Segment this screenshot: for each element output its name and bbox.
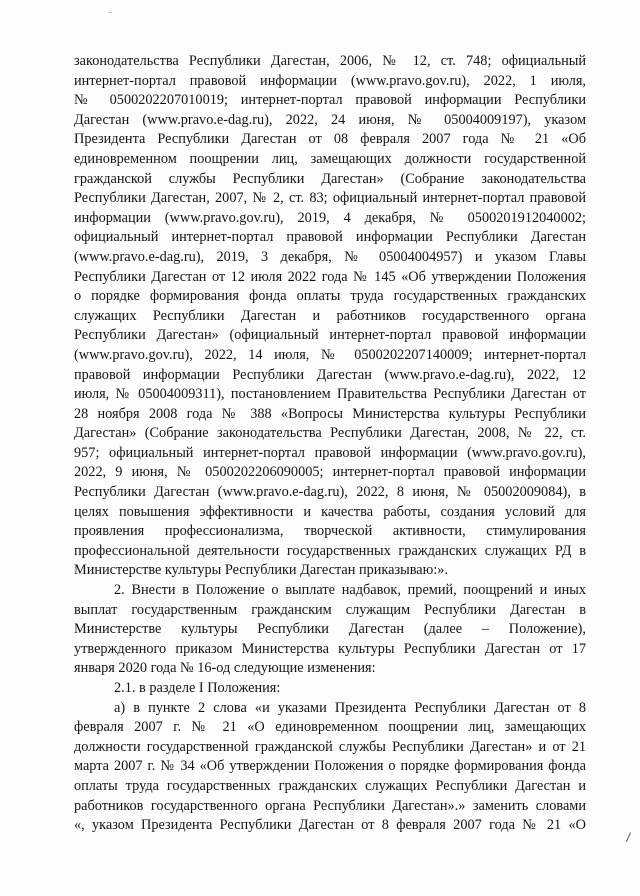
text-line: Республики Дагестан от 12 июля 2022 года № 145 «Об утверждении Положения [74, 268, 586, 285]
text-line: 2.1. в разделе I Положения: [114, 680, 281, 696]
text-line: официальный интернет-портал правовой информации Республики Дагестан [74, 229, 586, 246]
paragraph-legal-basis [74, 52, 586, 581]
text-line: Министерстве культуры Республики Дагестан приказываю:». [74, 562, 449, 579]
text-line: «, указом Президента Республики Дагестан от 8 февраля 2007 года № 21 «О [74, 817, 586, 834]
text-line: а) в пункте 2 слова «и указами Президента Республики Дагестан от 8 [114, 699, 586, 716]
text-line: Республики Дагестан» (официальный интернет-портал правовой информации [74, 327, 586, 344]
document-body [74, 52, 586, 836]
text-line: утвержденного приказом Министерства культуры Республики Дагестан от 17 [74, 640, 586, 657]
text-line: Президента Республики Дагестан от 08 февраля 2007 года № 21 «Об [74, 131, 586, 148]
text-line: проявления профессионализма, творческой активности, стимулирования [74, 523, 586, 540]
text-line: профессиональной деятельности государственных гражданских служащих РД в [74, 542, 586, 559]
text-line: работников государственного органа Республики Дагестан».» заменить словами [74, 797, 586, 814]
text-line: оплаты труда государственных гражданских служащих Республики Дагестан и [74, 777, 586, 794]
text-line: должности государственной гражданской службы Республики Дагестан» и от 21 [74, 738, 586, 755]
paragraph-subitem-a [74, 699, 586, 836]
text-line: законодательства Республики Дагестан, 2006, № 12, ст. 748; официальный [74, 53, 586, 69]
text-line: служащих Республики Дагестан и работников государственного органа [74, 307, 586, 324]
text-line: интернет-портал правовой информации (www.pravo.gov.ru), 2022, 1 июля, [74, 72, 586, 89]
text-line: единовременном поощрении лиц, замещающих должности государственной [74, 150, 586, 167]
text-line: Республики Дагестан, 2007, № 2, ст. 83; официальный интернет-портал правовой [74, 190, 586, 207]
text-line: Министерстве культуры Республики Дагестан (далее – Положение), [74, 621, 586, 638]
paragraph-item-2 [74, 581, 586, 679]
text-line: выплат государственным гражданским служащим Республики Дагестан в [74, 601, 586, 618]
paragraph-item-2-1 [74, 679, 586, 699]
text-line: Дагестан (www.pravo.e-dag.ru), 2022, 24 июня, № 05004009197), указом [74, 111, 586, 128]
scan-artifact-edge [626, 832, 631, 841]
text-line: информации (www.pravo.gov.ru), 2019, 4 декабря, № 0500201912040002; [74, 209, 586, 226]
text-line: 957; официальный интернет-портал правовой информации (www.pravo.gov.ru), [74, 444, 586, 461]
text-line: марта 2007 г. № 34 «Об утверждении Положения о порядке формирования фонда [74, 758, 586, 775]
text-line: гражданской службы Республики Дагестан» (Собрание законодательства [74, 170, 586, 187]
text-line: июля, № 05004009311), постановлением Правительства Республики Дагестан от [74, 386, 586, 403]
text-line: № 0500202207010019; интернет-портал правовой информации Республики [74, 92, 586, 109]
text-line: 2022, 9 июня, № 0500202206090005; интернет-портал правовой информации [74, 464, 586, 481]
text-line: о порядке формирования фонда оплаты труда государственных гражданских [74, 288, 586, 305]
text-line: правовой информации Республики Дагестан (www.pravo.e-dag.ru), 2022, 12 [74, 366, 586, 383]
text-line: Дагестан» (Собрание законодательства Республики Дагестан, 2008, № 22, ст. [74, 425, 586, 442]
text-line: (www.pravo.e-dag.ru), 2019, 3 декабря, № 05004004957) и указом Главы [74, 248, 586, 265]
text-line: целях повышения эффективности и качества работы, создания условий для [74, 503, 586, 520]
scan-artifact-top [108, 12, 112, 13]
text-line: января 2020 года № 16-од следующие изменения: [74, 660, 376, 677]
text-line: 2. Внести в Положение о выплате надбавок, премий, поощрений и иных [114, 582, 586, 599]
text-line: февраля 2007 г. № 21 «О единовременном поощрении лиц, замещающих [74, 719, 586, 736]
text-line: 28 ноября 2008 года № 388 «Вопросы Министерства культуры Республики [74, 405, 586, 422]
text-line: (www.pravo.gov.ru), 2022, 14 июля, № 0500202207140009; интернет-портал [74, 346, 586, 363]
text-line: Республики Дагестан (www.pravo.e-dag.ru), 2022, 8 июня, № 05002009084), в [74, 484, 586, 501]
